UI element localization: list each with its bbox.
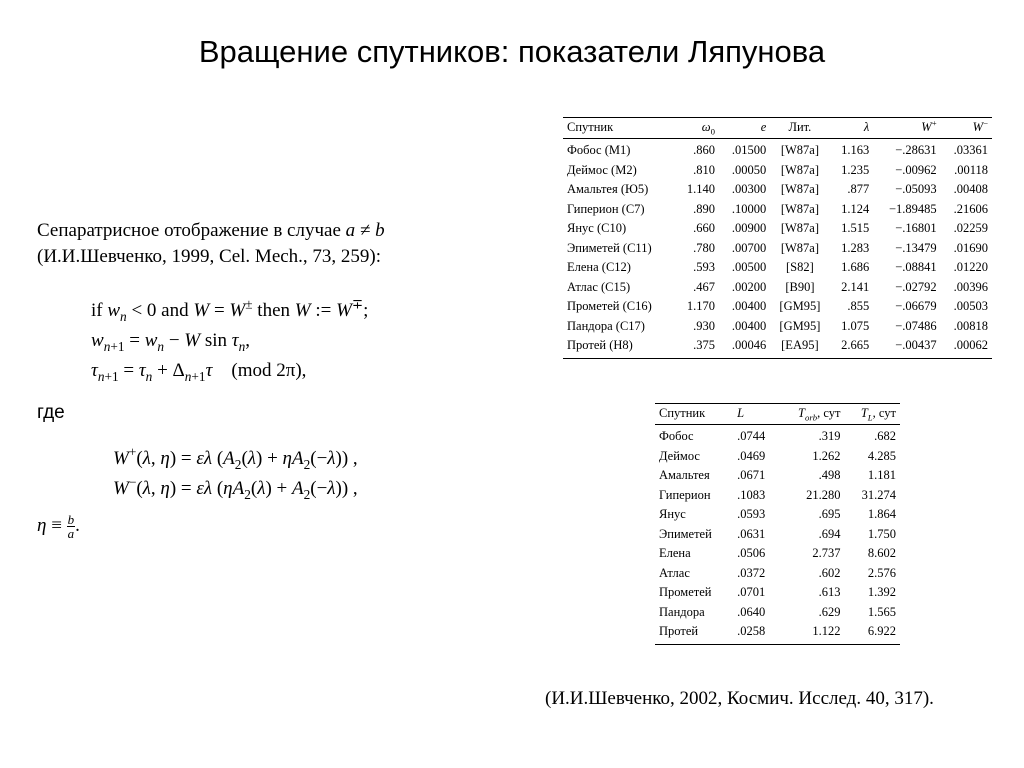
table-cell: .0506: [737, 546, 766, 561]
table-cell: .375: [693, 338, 715, 353]
table-cell: .810: [693, 162, 715, 177]
table-cell: Атлас: [659, 565, 690, 580]
table-cell: 21.280: [806, 487, 841, 502]
table-cell: Пандора (C17): [567, 318, 645, 333]
table-cell: 1.565: [867, 604, 896, 619]
where-label: где: [37, 402, 65, 423]
table1-header: λ: [830, 118, 874, 139]
table-cell: .593: [693, 260, 715, 275]
table2-row: [655, 447, 900, 467]
table-cell: .890: [693, 201, 715, 216]
table-cell: 1.864: [867, 507, 896, 522]
equation-line-3: $\tau_{n+1} = \tau_n + \Delta_{n+1}\tau$ (mod 2π),: [91, 360, 307, 384]
table-cell: 1.181: [867, 468, 896, 483]
separatrix-map-equations: [91, 296, 368, 386]
table1-header: e: [719, 118, 770, 139]
table2-row: [655, 622, 900, 644]
table1-header: Спутник: [563, 118, 675, 139]
table-cell: 1.262: [812, 448, 841, 463]
w-definitions: [113, 444, 358, 504]
citation: (И.И.Шевченко, 2002, Космич. Исслед. 40, 317).: [545, 688, 934, 709]
table-cell: .498: [818, 468, 841, 483]
table-cell: Фобос (M1): [567, 143, 631, 158]
table-cell: −.28631: [895, 143, 937, 158]
table-cell: [GM95]: [779, 299, 821, 314]
table-cell: .10000: [731, 201, 767, 216]
table-cell: Деймос: [659, 448, 700, 463]
table-cell: −.06679: [895, 299, 937, 314]
table1-row: [563, 219, 992, 239]
table1-header: W+: [873, 118, 940, 139]
table-cell: 1.170: [686, 299, 715, 314]
table-cell: [W87a]: [780, 240, 819, 255]
table-cell: [S82]: [786, 260, 814, 275]
table1-row: [563, 161, 992, 181]
table-cell: −.07486: [895, 318, 937, 333]
table-cell: [GM95]: [779, 318, 821, 333]
table1-header: Лит.: [770, 118, 829, 139]
table-cell: .00503: [953, 299, 988, 314]
table2-header: $T_L$, сут: [844, 404, 900, 425]
table-cell: .0258: [737, 624, 766, 639]
table-cell: .629: [818, 604, 841, 619]
table-cell: [W87a]: [780, 182, 819, 197]
table2-row: [655, 466, 900, 486]
table-cell: [W87a]: [780, 221, 819, 236]
table-cell: .0372: [737, 565, 766, 580]
if-keyword: if: [91, 300, 103, 321]
lyapunov-parameters-table: [563, 117, 992, 359]
table-cell: .0671: [737, 468, 766, 483]
table-cell: Елена: [659, 546, 691, 561]
table-cell: 1.140: [686, 182, 715, 197]
w-minus-definition: W−(λ, η) = ελ $(\eta A_2(\lambda) + A_2(-\lambda))$ ,: [113, 474, 358, 502]
table-cell: Протей (H8): [567, 338, 633, 353]
table-cell: −.16801: [895, 221, 937, 236]
intro-condition: a ≠ b: [345, 220, 385, 241]
table-cell: .0469: [737, 448, 766, 463]
table-cell: .00200: [731, 279, 767, 294]
table-cell: .780: [693, 240, 715, 255]
table-cell: .602: [818, 565, 841, 580]
table-cell: 2.737: [812, 546, 841, 561]
table-cell: −1.89485: [888, 201, 937, 216]
table2-row: [655, 525, 900, 545]
table2-row: [655, 486, 900, 506]
table-cell: .694: [818, 526, 841, 541]
table1-row: [563, 180, 992, 200]
table2-row: [655, 583, 900, 603]
table-cell: .21606: [953, 201, 988, 216]
table-cell: .0593: [737, 507, 766, 522]
table-cell: −.05093: [895, 182, 937, 197]
equation-line-2: $w_{n+1} = w_n - W$ $\sin \tau_n$,: [91, 330, 251, 354]
table-cell: .02259: [953, 221, 988, 236]
mod-text: (mod 2π),: [231, 360, 307, 381]
table-cell: .00408: [953, 182, 988, 197]
table-cell: .00396: [953, 279, 988, 294]
table-cell: 2.141: [841, 279, 870, 294]
table-cell: .695: [818, 507, 841, 522]
table-cell: Деймос (M2): [567, 162, 637, 177]
table-cell: 8.602: [867, 546, 896, 561]
equation-line-1: if $w_n < 0$ and W = W± then W := W∓;: [91, 296, 369, 324]
table-cell: 1.163: [841, 143, 870, 158]
table2-row: [655, 425, 900, 447]
table-cell: .00400: [731, 318, 767, 333]
table-cell: Гиперион (C7): [567, 201, 645, 216]
then-keyword: then: [257, 300, 291, 321]
table-cell: .00900: [731, 221, 767, 236]
intro-line-1: Сепаратрисное отображение в случае: [37, 220, 341, 241]
table-cell: .01500: [731, 143, 767, 158]
table-cell: Янус (C10): [567, 221, 627, 236]
table-cell: .877: [847, 182, 870, 197]
table-cell: Фобос: [659, 429, 694, 444]
eta-definition: η ≡ $\frac{b}{a}$ .: [37, 512, 80, 541]
table2-header: L: [733, 404, 779, 425]
table-cell: .00046: [731, 338, 767, 353]
table2-row: [655, 564, 900, 584]
table-cell: 2.576: [867, 565, 896, 580]
table-cell: .930: [693, 318, 715, 333]
table-cell: .00700: [731, 240, 767, 255]
table-cell: .00118: [954, 162, 988, 177]
table1-header-row: [563, 118, 992, 139]
table-cell: .00818: [953, 318, 988, 333]
table-cell: [W87a]: [780, 162, 819, 177]
table-cell: .319: [818, 429, 841, 444]
table-cell: Гиперион: [659, 487, 711, 502]
table1-row: [563, 297, 992, 317]
table-cell: .01690: [953, 240, 988, 255]
table-cell: Эпиметей: [659, 526, 712, 541]
table1-header: W−: [941, 118, 992, 139]
table2-header: $T_{orb}$, сут: [780, 404, 845, 425]
table-cell: 1.283: [841, 240, 870, 255]
table1-header: $\omega_0$: [675, 118, 719, 139]
table-cell: .03361: [953, 143, 988, 158]
table2-header: Спутник: [655, 404, 733, 425]
intro-text: [37, 218, 385, 270]
table-cell: .467: [693, 279, 715, 294]
table-cell: Прометей: [659, 585, 712, 600]
intro-line-2: (И.И.Шевченко, 1999, Cel. Mech., 73, 259):: [37, 246, 382, 267]
table-cell: .0631: [737, 526, 766, 541]
table-cell: −.00962: [895, 162, 937, 177]
table1-row: [563, 336, 992, 358]
table-cell: −.13479: [895, 240, 937, 255]
table-cell: .613: [818, 585, 841, 600]
table-cell: 2.665: [841, 338, 870, 353]
table1-row: [563, 278, 992, 298]
table-cell: .0701: [737, 585, 766, 600]
table1-row: [563, 317, 992, 337]
table-cell: 31.274: [861, 487, 896, 502]
table-cell: .00300: [731, 182, 767, 197]
table-cell: [B90]: [785, 279, 815, 294]
table-cell: 1.686: [841, 260, 870, 275]
table2-row: [655, 544, 900, 564]
table-cell: −.00437: [895, 338, 937, 353]
table-cell: 1.515: [841, 221, 870, 236]
table-cell: −.08841: [895, 260, 937, 275]
lyapunov-times-table: [655, 403, 900, 645]
table-cell: .860: [693, 143, 715, 158]
w-plus-definition: W+(λ, η) = ελ $(A_2(\lambda) + \eta A_2(-\lambda))$ ,: [113, 444, 358, 472]
table-cell: .00500: [731, 260, 767, 275]
table1-row: [563, 200, 992, 220]
table-cell: 1.075: [841, 318, 870, 333]
table-cell: Елена (C12): [567, 260, 631, 275]
table-cell: 1.750: [867, 526, 896, 541]
table1-row: [563, 139, 992, 161]
table-cell: 1.235: [841, 162, 870, 177]
table-cell: Пандора: [659, 604, 705, 619]
table-cell: .855: [847, 299, 870, 314]
table2-row: [655, 505, 900, 525]
table-cell: 4.285: [867, 448, 896, 463]
table1-row: [563, 239, 992, 259]
table-cell: Амальтея: [659, 468, 710, 483]
table-cell: Эпиметей (C11): [567, 240, 652, 255]
table-cell: [W87a]: [780, 143, 819, 158]
table-cell: Протей: [659, 624, 699, 639]
table-cell: 6.922: [867, 624, 896, 639]
table-cell: Янус: [659, 507, 686, 522]
table-cell: [EA95]: [781, 338, 819, 353]
table-cell: 1.122: [812, 624, 841, 639]
table-cell: .00062: [953, 338, 988, 353]
table-cell: .0744: [737, 429, 766, 444]
table-cell: .1083: [737, 487, 766, 502]
table-cell: [W87a]: [780, 201, 819, 216]
table-cell: Прометей (C16): [567, 299, 652, 314]
table-cell: −.02792: [895, 279, 937, 294]
table2-row: [655, 603, 900, 623]
table-cell: .00400: [731, 299, 767, 314]
table-cell: .682: [874, 429, 896, 444]
table-cell: Амальтея (Ю5): [567, 182, 649, 197]
page-title: Вращение спутников: показатели Ляпунова: [198, 34, 826, 69]
table-cell: .01220: [953, 260, 988, 275]
table-cell: .660: [693, 221, 715, 236]
table-cell: 1.392: [867, 585, 896, 600]
table-cell: .0640: [737, 604, 766, 619]
table-cell: 1.124: [841, 201, 870, 216]
table1-row: [563, 258, 992, 278]
table-cell: .00050: [731, 162, 767, 177]
table2-header-row: [655, 404, 900, 425]
and-keyword: and: [161, 300, 189, 321]
table-cell: Атлас (C15): [567, 279, 631, 294]
